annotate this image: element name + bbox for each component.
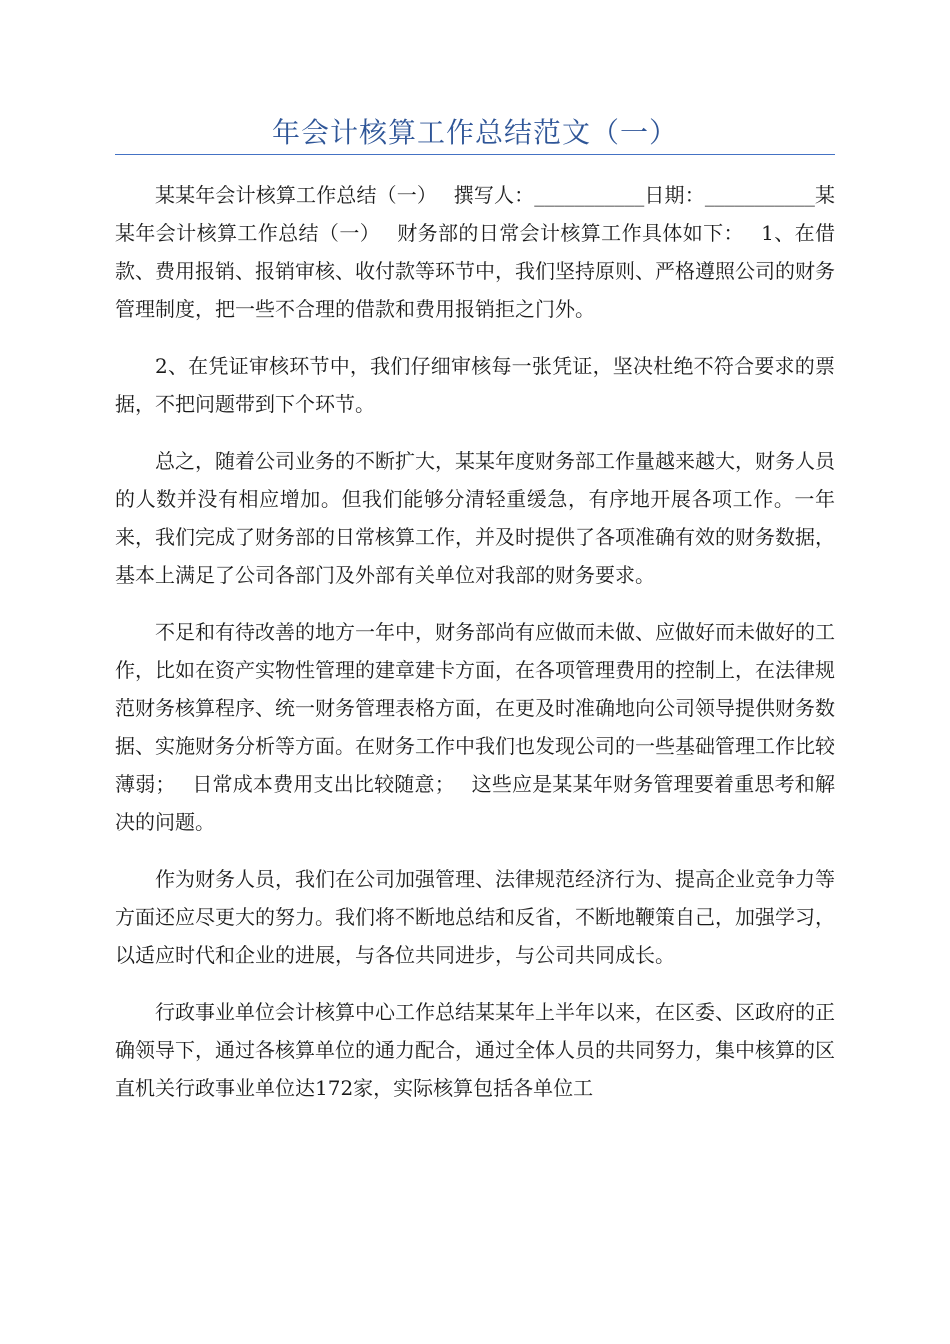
paragraph-intro: 某某年会计核算工作总结（一） 撰写人：___________日期：___________某某年会计核算工作总结（一） 财务部的日常会计核算工作具体如下： 1、在借款、费用报销、报销审核、收付款等环节中，我们坚持原则、严格遵照公司的财务管理制度，把一些不合理的借款和费用报销拒之门外。 <box>115 183 835 321</box>
paragraph-shortcomings: 不足和有待改善的地方一年中，财务部尚有应做而未做、应做好而未做好的工作，比如在资产实物性管理的建章建卡方面，在各项管理费用的控制上，在法律规范财务核算程序、统一财务管理表格方面，在更及时准确地向公司领导提供财务数据、实施财务分析等方面。在财务工作中我们也发现公司的一些基础管理工作比较薄弱； 日常成本费用支出比较随意； 这些应是某某年财务管理要着重思考和解决的问题。 <box>115 620 835 834</box>
paragraph-outlook: 作为财务人员，我们在公司加强管理、法律规范经济行为、提高企业竞争力等方面还应尽更大的努力。我们将不断地总结和反省，不断地鞭策自己，加强学习，以适应时代和企业的进展，与各位共同进步，与公司共同成长。 <box>115 867 835 967</box>
paragraph-admin-center: 行政事业单位会计核算中心工作总结某某年上半年以来，在区委、区政府的正确领导下，通过各核算单位的通力配合，通过全体人员的共同努力，集中核算的区直机关行政事业单位达172家，实际核算包括各单位工 <box>115 1000 835 1100</box>
paragraph-summary: 总之，随着公司业务的不断扩大，某某年度财务部工作量越来越大，财务人员的人数并没有相应增加。但我们能够分清轻重缓急，有序地开展各项工作。一年来，我们完成了财务部的日常核算工作，并及时提供了各项准确有效的财务数据，基本上满足了公司各部门及外部有关单位对我部的财务要求。 <box>115 449 835 587</box>
document-body <box>115 176 835 1107</box>
paragraph-voucher-review: 2、在凭证审核环节中，我们仔细审核每一张凭证，坚决杜绝不符合要求的票据，不把问题带到下个环节。 <box>115 354 835 416</box>
document-title: 年会计核算工作总结范文（一） <box>271 116 678 149</box>
title-underline <box>115 154 835 155</box>
